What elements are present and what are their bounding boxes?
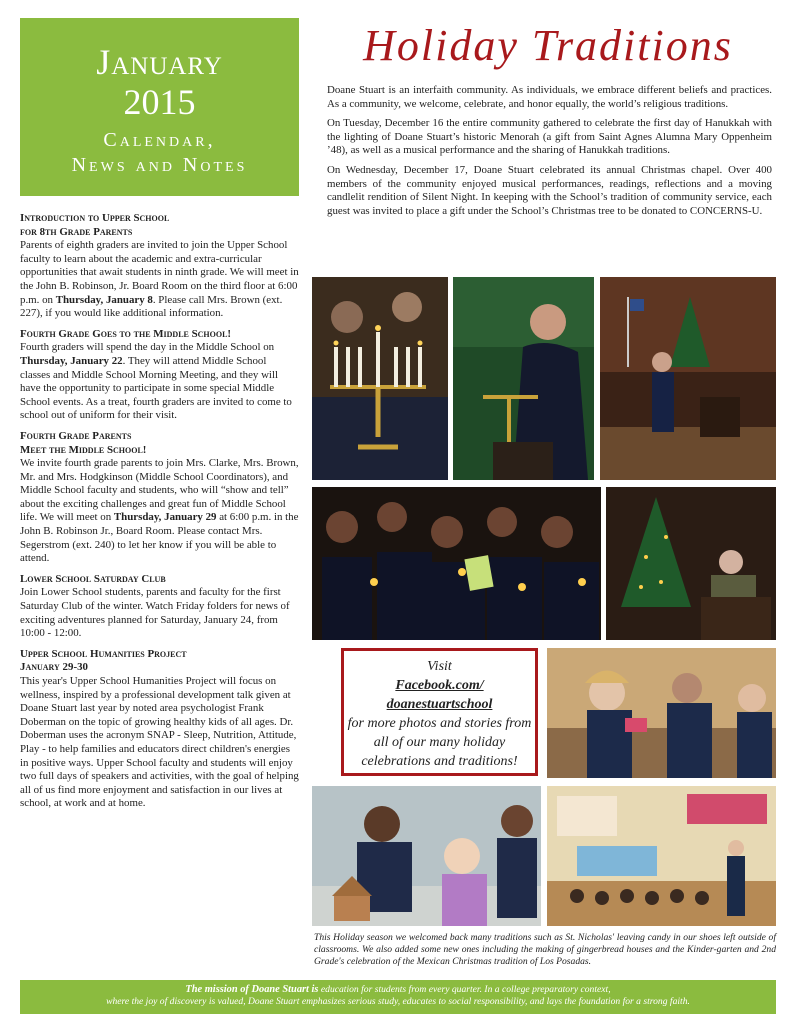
section-heading: Lower School Saturday Club (20, 572, 166, 585)
section-body: This year's Upper School Humanities Project will focus on wellness, inspired by a professional development talk given at Doane Stuart last year by noted area psychologist Frank Doberman on the topic of growing healthy kids of all ages. Dr. Doberman uses the acronym SNAP - Sleep, Nutrition, Attitude, Play - to help families and educators direct children's energies in positive ways. Upper School faculty and students will enjoy two full days of speakers and activities, with the goal of helping all of us find more enjoyment and satisfaction in our lives at school, at work and at home. (20, 675, 299, 810)
news-section-upper-school-intro (20, 212, 299, 321)
masthead-month: January (96, 42, 223, 82)
facebook-link[interactable]: Facebook.com/ (395, 678, 484, 693)
feature-paragraph: On Tuesday, December 16 the entire community gathered to celebrate the first day of Hanukkah with the lighting of Doane Stuart’s historic Menorah (a gift from Saint Agnes Alumna Mary Oppenheim ’48), as well as a musical performance and the sharing of Hanukkah traditions. (327, 117, 772, 157)
facebook-visit: Visit (427, 659, 452, 674)
section-heading: Upper School Humanities Project (20, 647, 187, 660)
photo-caption: This Holiday season we welcomed back many traditions such as St. Nicholas' leaving candy in our shoes left outside of classrooms. We also added some new ones including the making of gingerbread houses and the Kinder-garten and 2nd Grade's celebration of the Mexican Christmas tradition of Los Posadas. (314, 932, 776, 968)
feature-title: Holiday Traditions (363, 21, 733, 70)
mission-line-1: education for students from every quarter. In a college preparatory context, (318, 984, 611, 995)
news-column (20, 212, 299, 818)
photo-kids-candy (547, 648, 776, 778)
section-subheading: Meet the Middle School! (20, 443, 147, 456)
facebook-callout (341, 648, 538, 776)
facebook-link-handle[interactable]: doanestuartschool (386, 697, 493, 712)
section-heading: Introduction to Upper School (20, 212, 170, 224)
masthead-box (20, 18, 299, 196)
section-subheading: January 29-30 (20, 661, 88, 674)
photo-auditorium-speaker (600, 277, 776, 480)
mission-line-2: where the joy of discovery is valued, Doane Stuart emphasizes serious study, educates to social responsibility, and lays the foundation for a strong faith. (106, 996, 690, 1007)
facebook-text: for more photos and stories from all of our many holiday celebrations and traditions! (347, 716, 532, 769)
news-section-fourth-grade (20, 328, 299, 423)
photo-gingerbread (312, 786, 541, 926)
news-section-humanities-project (20, 648, 299, 811)
masthead-subtitle-2: News and Notes (71, 154, 248, 176)
section-heading: Fourth Grade Parents (20, 429, 132, 442)
section-body: We invite fourth grade parents to join Mrs. Clarke, Mrs. Brown, Mr. and Mrs. Hodgkinson (Middle School Coordinators), and Middle School faculty and students, who will “show and tell” about the exciting challenges and great fun of Middle School life. We will meet on Thursday, January 29 at 6:00 p.m. in the John B. Robinson Jr., Board Room. Please contact Mrs. Segerstrom (ext. 240) to let her know if you will be able to attend. (20, 457, 299, 565)
news-section-fourth-grade-parents (20, 430, 299, 566)
section-subheading: for 8th Grade Parents (20, 225, 133, 238)
feature-paragraph: On Wednesday, December 17, Doane Stuart celebrated its annual Christmas chapel. Over 400 members of the community enjoyed musical performances, readings, reflections and a moving candlelit rendition of Silent Night. In keeping with the School’s tradition of community service, each guest was invited to place a gift under the School’s Christmas tree to be donated to CONCERNS-U. (327, 163, 772, 217)
section-body: Parents of eighth graders are invited to join the Upper School faculty to learn about the academic and extra-curricular opportunities that await students in ninth grade. We will meet in the John B. Robinson, Jr. Board Room on the third floor at 6:00 p.m. on Thursday, January 8. Please call Mrs. Brown (ext. 227), if you would like additional information. (20, 239, 299, 320)
photo-christmas-tree-reader (606, 487, 776, 640)
feature-paragraph: Doane Stuart is an interfaith community. As individuals, we embrace different beliefs and practices. As a community, we welcome, celebrate, and honor equally, the world’s religious traditions. (327, 84, 772, 110)
mission-lead: The mission of Doane Stuart is (185, 984, 319, 995)
photo-menorah-students (312, 277, 448, 480)
photo-classroom-posadas (547, 786, 776, 926)
masthead-subtitle-1: Calendar, (103, 129, 216, 151)
photo-candlelit-chapel (312, 487, 601, 640)
section-heading: Fourth Grade Goes to the Middle School! (20, 327, 232, 340)
mission-footer (20, 980, 776, 1014)
section-body: Join Lower School students, parents and faculty for the first Saturday Club of the winter. Watch Friday folders for news of exciting adventures planned for Saturday, January 24, from 10:00 - 12:00. (20, 586, 290, 640)
feature-body (327, 84, 772, 224)
news-section-saturday-club (20, 573, 299, 641)
section-body: Fourth graders will spend the day in the Middle School on Thursday, January 22. They will attend Middle School classes and Middle School Morning Meeting, and they will have the opportunity to participate in some special Middle School events. As a treat, fourth graders are invited to come to school out of uniform for their visit. (20, 341, 292, 422)
masthead-year: 2015 (123, 82, 196, 122)
photo-student-speaker (453, 277, 594, 480)
